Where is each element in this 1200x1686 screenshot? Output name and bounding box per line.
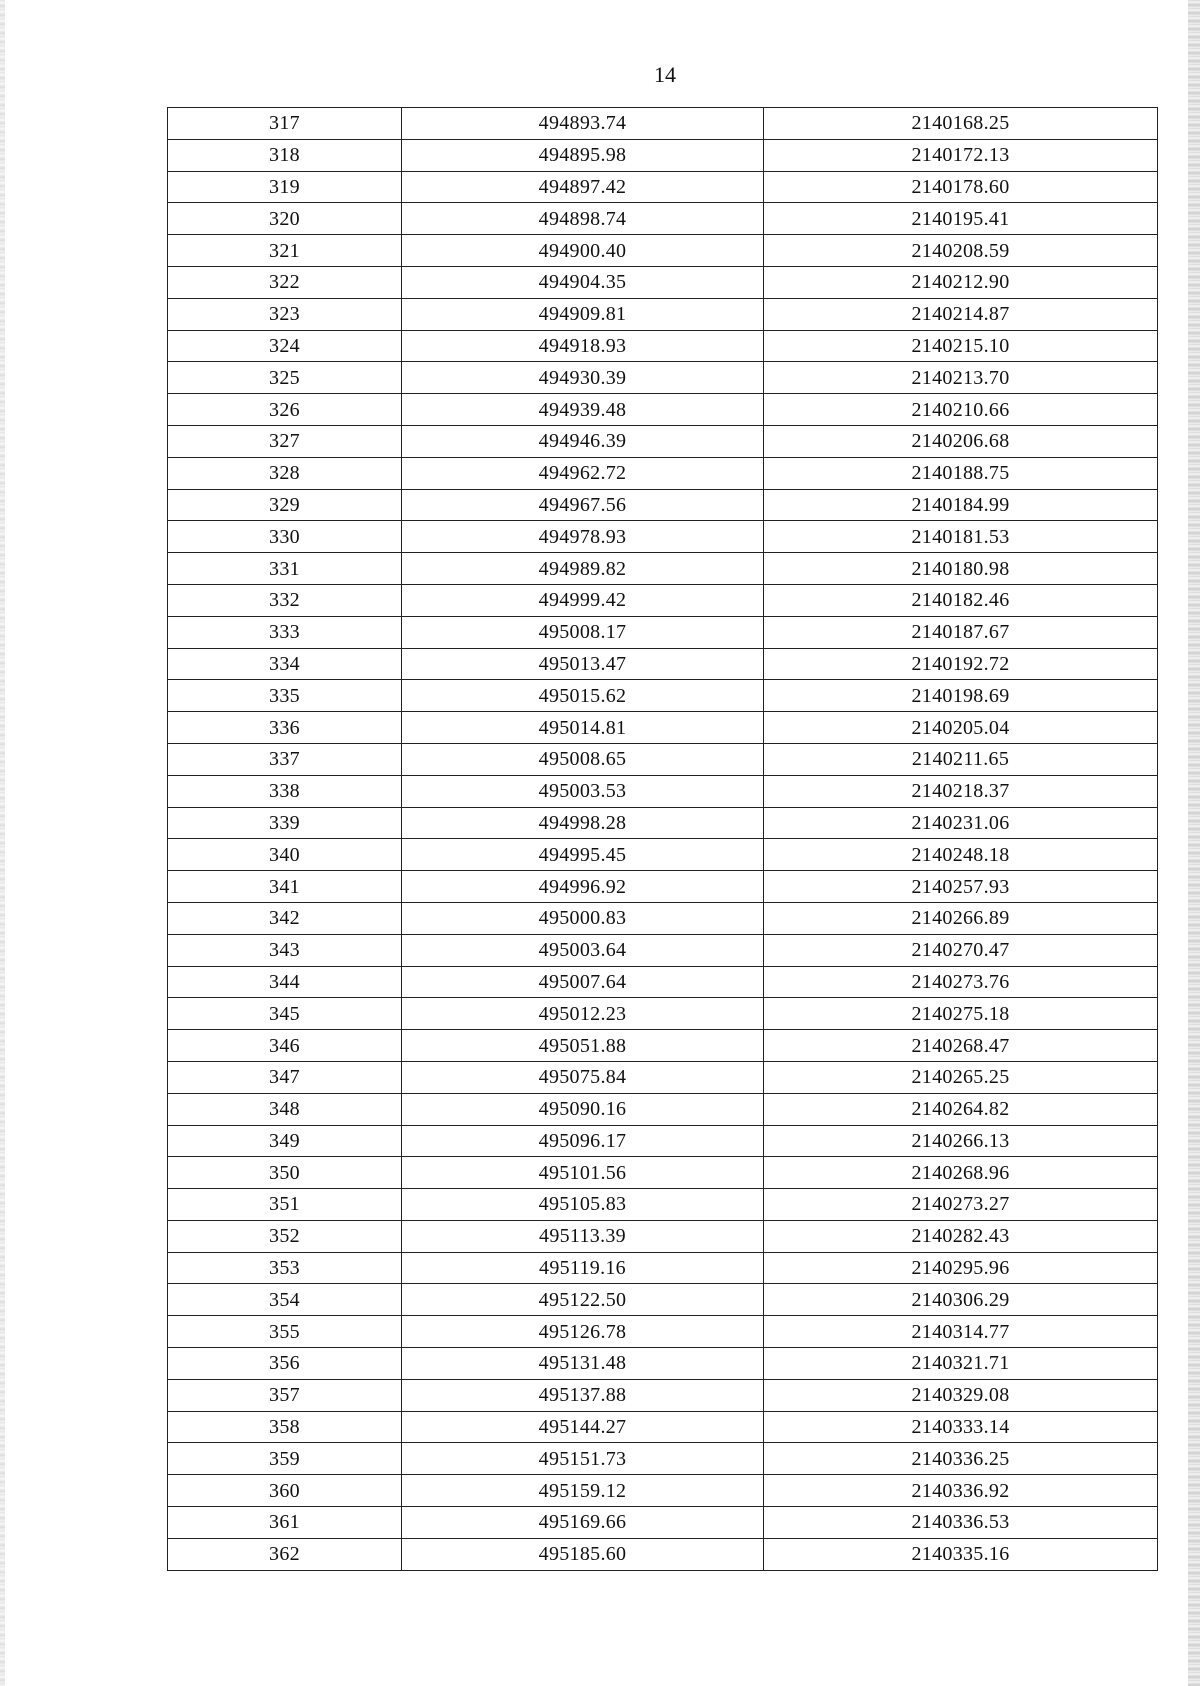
table-row [168, 775, 1158, 807]
point-number-cell: 342 [168, 902, 402, 934]
y-coordinate-cell: 2140168.25 [764, 108, 1158, 140]
y-coordinate-cell: 2140192.72 [764, 648, 1158, 680]
x-coordinate-cell: 495113.39 [402, 1220, 764, 1252]
table-row [168, 298, 1158, 330]
y-coordinate-cell: 2140205.04 [764, 712, 1158, 744]
point-number-cell: 361 [168, 1507, 402, 1539]
table-row [168, 998, 1158, 1030]
table-row [168, 1093, 1158, 1125]
x-coordinate-cell: 495000.83 [402, 902, 764, 934]
point-number-cell: 337 [168, 743, 402, 775]
point-number-cell: 324 [168, 330, 402, 362]
table-row [168, 1284, 1158, 1316]
table-row [168, 1189, 1158, 1221]
coordinate-table [167, 107, 1158, 1571]
point-number-cell: 318 [168, 139, 402, 171]
scan-edge-right [1188, 0, 1200, 1686]
x-coordinate-cell: 494909.81 [402, 298, 764, 330]
point-number-cell: 332 [168, 584, 402, 616]
point-number-cell: 338 [168, 775, 402, 807]
y-coordinate-cell: 2140265.25 [764, 1061, 1158, 1093]
y-coordinate-cell: 2140214.87 [764, 298, 1158, 330]
point-number-cell: 328 [168, 457, 402, 489]
y-coordinate-cell: 2140182.46 [764, 584, 1158, 616]
table-row [168, 1030, 1158, 1062]
table-row [168, 934, 1158, 966]
y-coordinate-cell: 2140306.29 [764, 1284, 1158, 1316]
table-row [168, 521, 1158, 553]
x-coordinate-cell: 494898.74 [402, 203, 764, 235]
x-coordinate-cell: 494989.82 [402, 553, 764, 585]
y-coordinate-cell: 2140231.06 [764, 807, 1158, 839]
x-coordinate-cell: 495101.56 [402, 1157, 764, 1189]
x-coordinate-cell: 495137.88 [402, 1379, 764, 1411]
x-coordinate-cell: 494939.48 [402, 394, 764, 426]
point-number-cell: 335 [168, 680, 402, 712]
table-row [168, 1538, 1158, 1570]
y-coordinate-cell: 2140187.67 [764, 616, 1158, 648]
point-number-cell: 357 [168, 1379, 402, 1411]
point-number-cell: 326 [168, 394, 402, 426]
x-coordinate-cell: 494918.93 [402, 330, 764, 362]
coordinate-table-body [168, 108, 1158, 1571]
y-coordinate-cell: 2140264.82 [764, 1093, 1158, 1125]
table-row [168, 1157, 1158, 1189]
point-number-cell: 349 [168, 1125, 402, 1157]
y-coordinate-cell: 2140335.16 [764, 1538, 1158, 1570]
y-coordinate-cell: 2140213.70 [764, 362, 1158, 394]
y-coordinate-cell: 2140198.69 [764, 680, 1158, 712]
x-coordinate-cell: 495090.16 [402, 1093, 764, 1125]
y-coordinate-cell: 2140273.27 [764, 1189, 1158, 1221]
x-coordinate-cell: 494999.42 [402, 584, 764, 616]
table-row [168, 1125, 1158, 1157]
y-coordinate-cell: 2140336.92 [764, 1475, 1158, 1507]
y-coordinate-cell: 2140181.53 [764, 521, 1158, 553]
y-coordinate-cell: 2140210.66 [764, 394, 1158, 426]
scan-edge-left [0, 0, 5, 1686]
y-coordinate-cell: 2140282.43 [764, 1220, 1158, 1252]
table-row [168, 648, 1158, 680]
table-row [168, 1411, 1158, 1443]
table-row [168, 235, 1158, 267]
y-coordinate-cell: 2140329.08 [764, 1379, 1158, 1411]
x-coordinate-cell: 495014.81 [402, 712, 764, 744]
y-coordinate-cell: 2140180.98 [764, 553, 1158, 585]
table-row [168, 807, 1158, 839]
table-row [168, 743, 1158, 775]
y-coordinate-cell: 2140266.13 [764, 1125, 1158, 1157]
table-row [168, 171, 1158, 203]
point-number-cell: 350 [168, 1157, 402, 1189]
point-number-cell: 355 [168, 1316, 402, 1348]
y-coordinate-cell: 2140273.76 [764, 966, 1158, 998]
table-row [168, 966, 1158, 998]
y-coordinate-cell: 2140314.77 [764, 1316, 1158, 1348]
y-coordinate-cell: 2140184.99 [764, 489, 1158, 521]
point-number-cell: 319 [168, 171, 402, 203]
x-coordinate-cell: 495075.84 [402, 1061, 764, 1093]
point-number-cell: 341 [168, 871, 402, 903]
table-row [168, 712, 1158, 744]
point-number-cell: 354 [168, 1284, 402, 1316]
point-number-cell: 358 [168, 1411, 402, 1443]
x-coordinate-cell: 494930.39 [402, 362, 764, 394]
y-coordinate-cell: 2140215.10 [764, 330, 1158, 362]
point-number-cell: 348 [168, 1093, 402, 1125]
y-coordinate-cell: 2140268.96 [764, 1157, 1158, 1189]
y-coordinate-cell: 2140257.93 [764, 871, 1158, 903]
y-coordinate-cell: 2140275.18 [764, 998, 1158, 1030]
y-coordinate-cell: 2140218.37 [764, 775, 1158, 807]
table-row [168, 362, 1158, 394]
point-number-cell: 320 [168, 203, 402, 235]
table-row [168, 1348, 1158, 1380]
point-number-cell: 331 [168, 553, 402, 585]
x-coordinate-cell: 494893.74 [402, 108, 764, 140]
x-coordinate-cell: 494904.35 [402, 266, 764, 298]
point-number-cell: 360 [168, 1475, 402, 1507]
point-number-cell: 333 [168, 616, 402, 648]
x-coordinate-cell: 495144.27 [402, 1411, 764, 1443]
x-coordinate-cell: 495126.78 [402, 1316, 764, 1348]
x-coordinate-cell: 495122.50 [402, 1284, 764, 1316]
point-number-cell: 347 [168, 1061, 402, 1093]
x-coordinate-cell: 495013.47 [402, 648, 764, 680]
table-row [168, 489, 1158, 521]
table-row [168, 1507, 1158, 1539]
x-coordinate-cell: 495015.62 [402, 680, 764, 712]
x-coordinate-cell: 494897.42 [402, 171, 764, 203]
x-coordinate-cell: 495008.65 [402, 743, 764, 775]
table-row [168, 457, 1158, 489]
y-coordinate-cell: 2140266.89 [764, 902, 1158, 934]
x-coordinate-cell: 494978.93 [402, 521, 764, 553]
x-coordinate-cell: 495119.16 [402, 1252, 764, 1284]
table-row [168, 553, 1158, 585]
table-row [168, 394, 1158, 426]
x-coordinate-cell: 495003.53 [402, 775, 764, 807]
y-coordinate-cell: 2140188.75 [764, 457, 1158, 489]
x-coordinate-cell: 494895.98 [402, 139, 764, 171]
x-coordinate-cell: 495185.60 [402, 1538, 764, 1570]
point-number-cell: 322 [168, 266, 402, 298]
y-coordinate-cell: 2140211.65 [764, 743, 1158, 775]
x-coordinate-cell: 495008.17 [402, 616, 764, 648]
x-coordinate-cell: 495003.64 [402, 934, 764, 966]
point-number-cell: 323 [168, 298, 402, 330]
table-row [168, 1220, 1158, 1252]
y-coordinate-cell: 2140248.18 [764, 839, 1158, 871]
table-row [168, 1252, 1158, 1284]
table-row [168, 1475, 1158, 1507]
table-row [168, 902, 1158, 934]
table-row [168, 839, 1158, 871]
table-row [168, 1061, 1158, 1093]
point-number-cell: 330 [168, 521, 402, 553]
table-row [168, 616, 1158, 648]
point-number-cell: 351 [168, 1189, 402, 1221]
point-number-cell: 325 [168, 362, 402, 394]
y-coordinate-cell: 2140336.25 [764, 1443, 1158, 1475]
x-coordinate-cell: 494996.92 [402, 871, 764, 903]
x-coordinate-cell: 494967.56 [402, 489, 764, 521]
y-coordinate-cell: 2140212.90 [764, 266, 1158, 298]
table-row [168, 330, 1158, 362]
x-coordinate-cell: 495096.17 [402, 1125, 764, 1157]
point-number-cell: 317 [168, 108, 402, 140]
x-coordinate-cell: 494962.72 [402, 457, 764, 489]
table-row [168, 108, 1158, 140]
y-coordinate-cell: 2140336.53 [764, 1507, 1158, 1539]
point-number-cell: 353 [168, 1252, 402, 1284]
table-row [168, 1379, 1158, 1411]
x-coordinate-cell: 495051.88 [402, 1030, 764, 1062]
point-number-cell: 346 [168, 1030, 402, 1062]
x-coordinate-cell: 495012.23 [402, 998, 764, 1030]
y-coordinate-cell: 2140178.60 [764, 171, 1158, 203]
point-number-cell: 321 [168, 235, 402, 267]
table-row [168, 203, 1158, 235]
table-row [168, 425, 1158, 457]
point-number-cell: 344 [168, 966, 402, 998]
y-coordinate-cell: 2140270.47 [764, 934, 1158, 966]
x-coordinate-cell: 495131.48 [402, 1348, 764, 1380]
y-coordinate-cell: 2140208.59 [764, 235, 1158, 267]
point-number-cell: 345 [168, 998, 402, 1030]
y-coordinate-cell: 2140321.71 [764, 1348, 1158, 1380]
x-coordinate-cell: 494995.45 [402, 839, 764, 871]
point-number-cell: 339 [168, 807, 402, 839]
point-number-cell: 362 [168, 1538, 402, 1570]
x-coordinate-cell: 494998.28 [402, 807, 764, 839]
point-number-cell: 334 [168, 648, 402, 680]
table-row [168, 1443, 1158, 1475]
point-number-cell: 343 [168, 934, 402, 966]
x-coordinate-cell: 495105.83 [402, 1189, 764, 1221]
point-number-cell: 356 [168, 1348, 402, 1380]
point-number-cell: 336 [168, 712, 402, 744]
x-coordinate-cell: 495151.73 [402, 1443, 764, 1475]
table-row [168, 584, 1158, 616]
x-coordinate-cell: 495159.12 [402, 1475, 764, 1507]
y-coordinate-cell: 2140268.47 [764, 1030, 1158, 1062]
table-row [168, 266, 1158, 298]
point-number-cell: 329 [168, 489, 402, 521]
page-number: 14 [654, 62, 676, 87]
table-row [168, 139, 1158, 171]
y-coordinate-cell: 2140206.68 [764, 425, 1158, 457]
table-row [168, 680, 1158, 712]
x-coordinate-cell: 495007.64 [402, 966, 764, 998]
y-coordinate-cell: 2140195.41 [764, 203, 1158, 235]
y-coordinate-cell: 2140295.96 [764, 1252, 1158, 1284]
y-coordinate-cell: 2140333.14 [764, 1411, 1158, 1443]
y-coordinate-cell: 2140172.13 [764, 139, 1158, 171]
point-number-cell: 340 [168, 839, 402, 871]
x-coordinate-cell: 494946.39 [402, 425, 764, 457]
point-number-cell: 359 [168, 1443, 402, 1475]
x-coordinate-cell: 494900.40 [402, 235, 764, 267]
point-number-cell: 327 [168, 425, 402, 457]
table-row [168, 1316, 1158, 1348]
x-coordinate-cell: 495169.66 [402, 1507, 764, 1539]
table-row [168, 871, 1158, 903]
point-number-cell: 352 [168, 1220, 402, 1252]
